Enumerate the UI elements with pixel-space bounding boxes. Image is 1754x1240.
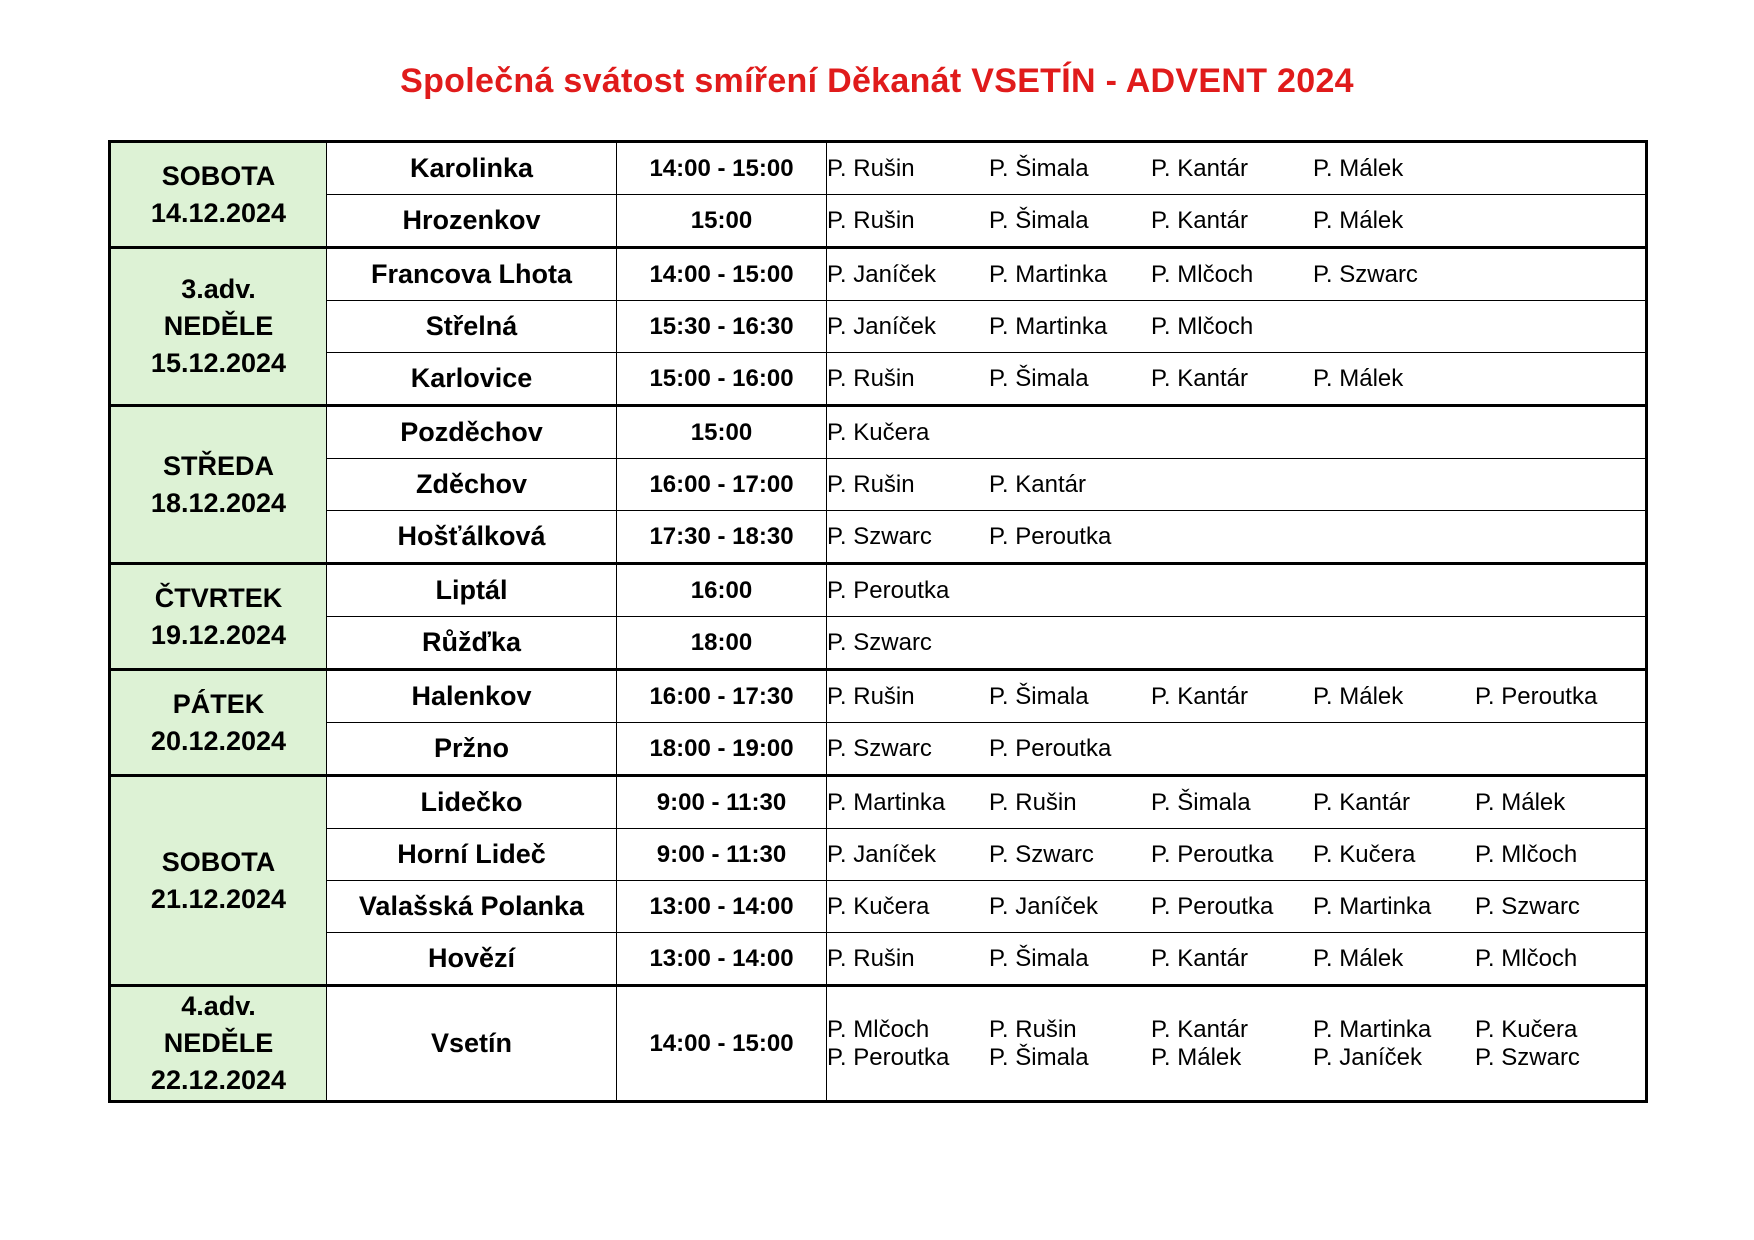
priests-cell	[827, 881, 1647, 933]
day-label-line: SOBOTA	[161, 846, 276, 877]
day-cell	[110, 406, 327, 564]
place-cell: Růžďka	[327, 617, 617, 670]
table-row	[110, 301, 1647, 353]
priest-name: P. Rušin	[827, 364, 915, 392]
priest-name: P. Rušin	[827, 470, 915, 498]
priest-name: P. Kantár	[1151, 1015, 1248, 1043]
schedule-body	[110, 142, 1647, 1102]
priest-name: P. Janíček	[1313, 1043, 1422, 1071]
table-row	[110, 195, 1647, 248]
priest-name: P. Kantár	[1313, 788, 1410, 816]
time-cell: 15:00	[617, 195, 827, 248]
day-label-line: 3.adv.	[181, 274, 256, 304]
priest-name: P. Janíček	[827, 312, 936, 340]
priest-name: P. Peroutka	[1475, 682, 1598, 710]
table-row	[110, 829, 1647, 881]
day-label-line: NEDĚLE	[163, 311, 274, 341]
time-cell: 16:00	[617, 564, 827, 617]
page-title: Společná svátost smíření Děkanát VSETÍN - ADVENT 2024	[400, 62, 1354, 100]
priest-name: P. Martinka	[1313, 892, 1432, 920]
priest-name: P. Šimala	[989, 682, 1089, 710]
priest-name: P. Šimala	[989, 364, 1089, 392]
priest-name: P. Szwarc	[1313, 260, 1418, 288]
priests-cell	[827, 933, 1647, 986]
priests-cell	[827, 511, 1647, 564]
day-label-line: ČTVRTEK	[154, 582, 283, 613]
priests-cell	[827, 986, 1647, 1102]
table-row	[110, 723, 1647, 776]
priest-name: P. Šimala	[989, 206, 1089, 234]
priests-cell	[827, 195, 1647, 248]
priest-name: P. Peroutka	[827, 1043, 950, 1071]
table-row	[110, 881, 1647, 933]
day-cell	[110, 142, 327, 248]
priests-cell	[827, 723, 1647, 776]
place-cell: Liptál	[327, 564, 617, 617]
priests-line	[827, 313, 1645, 341]
priests-line	[827, 577, 1645, 605]
priest-name: P. Kantár	[1151, 944, 1248, 972]
priest-name: P. Kučera	[1313, 840, 1416, 868]
day-cell	[110, 564, 327, 670]
place-cell: Hrozenkov	[327, 195, 617, 248]
table-row	[110, 353, 1647, 406]
priests-cell	[827, 353, 1647, 406]
priests-cell	[827, 248, 1647, 301]
day-label-line: 22.12.2024	[150, 1065, 287, 1095]
time-cell: 9:00 - 11:30	[617, 776, 827, 829]
time-cell: 16:00 - 17:00	[617, 459, 827, 511]
priest-name: P. Mlčoch	[1475, 840, 1578, 868]
priest-name: P. Peroutka	[1151, 892, 1274, 920]
priests-cell	[827, 776, 1647, 829]
day-cell	[110, 986, 327, 1102]
priests-line	[827, 471, 1645, 499]
priest-name: P. Martinka	[989, 260, 1108, 288]
priest-name: P. Šimala	[989, 154, 1089, 182]
priests-line	[827, 945, 1645, 973]
day-label-line: 18.12.2024	[150, 487, 287, 518]
priest-name: P. Szwarc	[827, 734, 932, 762]
priests-line	[827, 841, 1645, 869]
priest-name: P. Rušin	[827, 154, 915, 182]
priest-name: P. Kantár	[1151, 682, 1248, 710]
place-cell: Lidečko	[327, 776, 617, 829]
place-cell: Hovězí	[327, 933, 617, 986]
priest-name: P. Martinka	[989, 312, 1108, 340]
priest-name: P. Peroutka	[827, 576, 950, 604]
priests-line	[827, 207, 1645, 235]
table-row	[110, 986, 1647, 1102]
table-row	[110, 617, 1647, 670]
priest-name: P. Szwarc	[989, 840, 1094, 868]
priests-line	[827, 735, 1645, 763]
priest-name: P. Málek	[1313, 154, 1404, 182]
time-cell: 15:00 - 16:00	[617, 353, 827, 406]
priest-name: P. Janíček	[827, 260, 936, 288]
priest-name: P. Málek	[1313, 682, 1404, 710]
priest-name: P. Peroutka	[989, 734, 1112, 762]
table-row	[110, 142, 1647, 195]
table-row	[110, 564, 1647, 617]
priest-name: P. Šimala	[989, 1043, 1089, 1071]
priest-name: P. Rušin	[827, 206, 915, 234]
place-cell: Karolinka	[327, 142, 617, 195]
priest-name: P. Martinka	[827, 788, 946, 816]
priest-name: P. Szwarc	[827, 628, 932, 656]
priests-line	[827, 683, 1645, 711]
priest-name: P. Kantár	[1151, 364, 1248, 392]
time-cell: 18:00	[617, 617, 827, 670]
table-row	[110, 776, 1647, 829]
time-cell: 16:00 - 17:30	[617, 670, 827, 723]
priest-name: P. Rušin	[827, 682, 915, 710]
place-cell: Pržno	[327, 723, 617, 776]
priests-line	[827, 523, 1645, 551]
priest-name: P. Kučera	[1475, 1015, 1578, 1043]
day-label-line: STŘEDA	[162, 450, 274, 481]
priest-name: P. Šimala	[1151, 788, 1251, 816]
place-cell: Karlovice	[327, 353, 617, 406]
priest-name: P. Málek	[1313, 364, 1404, 392]
priests-line	[827, 261, 1645, 289]
time-cell: 15:30 - 16:30	[617, 301, 827, 353]
place-cell: Střelná	[327, 301, 617, 353]
day-label-line: 14.12.2024	[150, 197, 287, 228]
priests-cell	[827, 829, 1647, 881]
table-row	[110, 459, 1647, 511]
priest-name: P. Szwarc	[1475, 1043, 1580, 1071]
day-cell	[110, 248, 327, 406]
table-row	[110, 933, 1647, 986]
priests-cell	[827, 670, 1647, 723]
table-row	[110, 248, 1647, 301]
priest-name: P. Mlčoch	[1151, 260, 1254, 288]
priest-name: P. Rušin	[827, 944, 915, 972]
day-label-line: 4.adv.	[181, 991, 256, 1021]
priest-name: P. Málek	[1313, 206, 1404, 234]
time-cell: 9:00 - 11:30	[617, 829, 827, 881]
day-label-line: PÁTEK	[172, 688, 265, 719]
priest-name: P. Kantár	[1151, 154, 1248, 182]
priests-cell	[827, 301, 1647, 353]
day-label-line: 15.12.2024	[150, 348, 287, 378]
priests-line	[827, 1016, 1645, 1044]
place-cell: Horní Lideč	[327, 829, 617, 881]
time-cell: 17:30 - 18:30	[617, 511, 827, 564]
time-cell: 18:00 - 19:00	[617, 723, 827, 776]
day-cell	[110, 776, 327, 986]
place-cell: Halenkov	[327, 670, 617, 723]
priest-name: P. Szwarc	[827, 522, 932, 550]
place-cell: Vsetín	[327, 986, 617, 1102]
priest-name: P. Rušin	[989, 1015, 1077, 1043]
priest-name: P. Kučera	[827, 418, 930, 446]
priests-line	[827, 893, 1645, 921]
priest-name: P. Kantár	[989, 470, 1086, 498]
priests-cell	[827, 406, 1647, 459]
priests-line	[827, 365, 1645, 393]
priest-name: P. Rušin	[989, 788, 1077, 816]
priest-name: P. Mlčoch	[827, 1015, 930, 1043]
priest-name: P. Janíček	[827, 840, 936, 868]
priest-name: P. Málek	[1475, 788, 1566, 816]
priest-name: P. Kučera	[827, 892, 930, 920]
priests-cell	[827, 459, 1647, 511]
time-cell: 14:00 - 15:00	[617, 986, 827, 1102]
day-label-line: SOBOTA	[161, 160, 276, 191]
time-cell: 14:00 - 15:00	[617, 248, 827, 301]
place-cell: Hošťálková	[327, 511, 617, 564]
priest-name: P. Martinka	[1313, 1015, 1432, 1043]
table-row	[110, 406, 1647, 459]
table-row	[110, 511, 1647, 564]
priests-cell	[827, 617, 1647, 670]
time-cell: 14:00 - 15:00	[617, 142, 827, 195]
priest-name: P. Janíček	[989, 892, 1098, 920]
day-label-line: 21.12.2024	[150, 883, 287, 914]
time-cell: 15:00	[617, 406, 827, 459]
priest-name: P. Málek	[1313, 944, 1404, 972]
place-cell: Zděchov	[327, 459, 617, 511]
priests-line	[827, 789, 1645, 817]
priest-name: P. Kantár	[1151, 206, 1248, 234]
day-label-line: 20.12.2024	[150, 725, 287, 756]
day-label-line: 19.12.2024	[150, 619, 287, 650]
priests-cell	[827, 142, 1647, 195]
place-cell: Pozděchov	[327, 406, 617, 459]
schedule-table	[108, 140, 1648, 1103]
time-cell: 13:00 - 14:00	[617, 881, 827, 933]
priest-name: P. Mlčoch	[1151, 312, 1254, 340]
day-label-line: NEDĚLE	[163, 1028, 274, 1058]
priests-line	[827, 1044, 1645, 1072]
place-cell: Valašská Polanka	[327, 881, 617, 933]
priest-name: P. Szwarc	[1475, 892, 1580, 920]
priest-name: P. Mlčoch	[1475, 944, 1578, 972]
priest-name: P. Šimala	[989, 944, 1089, 972]
priests-line	[827, 155, 1645, 183]
priests-line	[827, 419, 1645, 447]
priest-name: P. Peroutka	[989, 522, 1112, 550]
priests-cell	[827, 564, 1647, 617]
priests-line	[827, 629, 1645, 657]
table-row	[110, 670, 1647, 723]
priest-name: P. Málek	[1151, 1043, 1242, 1071]
day-cell	[110, 670, 327, 776]
place-cell: Francova Lhota	[327, 248, 617, 301]
priest-name: P. Peroutka	[1151, 840, 1274, 868]
time-cell: 13:00 - 14:00	[617, 933, 827, 986]
